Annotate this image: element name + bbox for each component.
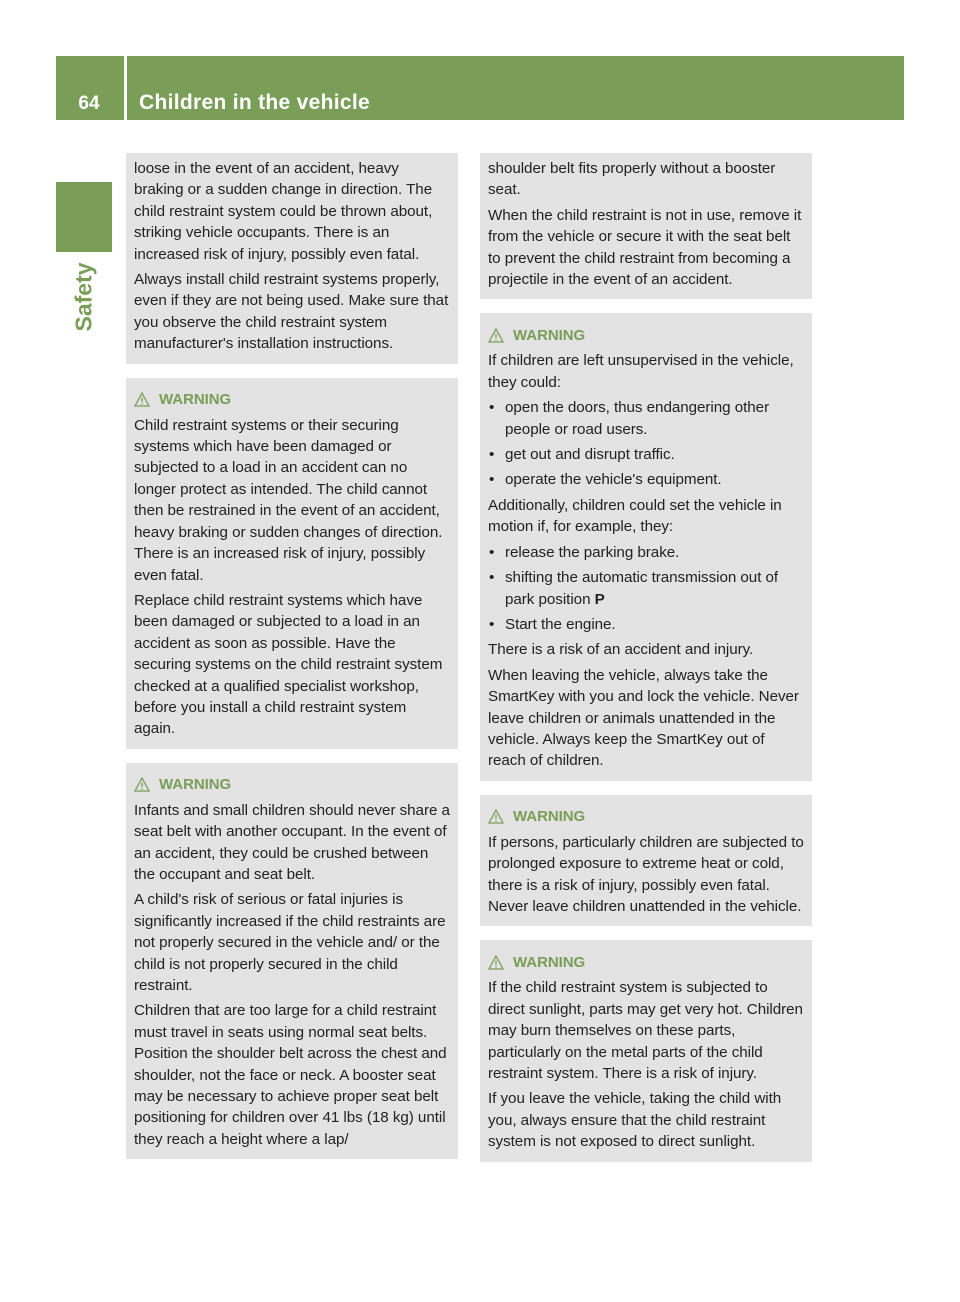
paragraph: shoulder belt fits properly without a booster seat. bbox=[488, 160, 776, 199]
paragraph: Additionally, children could set the vehicle in motion if, for example, they: bbox=[488, 496, 782, 536]
paragraph: Replace child restraint systems which have been damaged or subjected to a load in an accident as soon as possible. Have the securing systems on the child restraint system checked at a qualified specialist workshop, before you install a child restraint system again. bbox=[134, 591, 443, 738]
paragraph: If children are left unsupervised in the vehicle, they could: bbox=[488, 352, 794, 391]
warning-triangle-icon bbox=[488, 328, 504, 343]
list-item: • open the doors, thus endangering other people or road users. bbox=[488, 397, 805, 440]
paragraph: A child's risk of serious or fatal injuries is significantly increased if the child restraints are not properly secured in the vehicle and/ or the child is not properly secured in the child restraint. bbox=[134, 891, 446, 994]
side-tab-text: Safety bbox=[70, 262, 97, 332]
warning-box bbox=[480, 795, 812, 927]
paragraph: Children that are too large for a child restraint must travel in seats using normal seat belts. Position the shoulder belt across the chest and shoulder, not the face or neck. A booster seat may be necessary to achieve proper seat belt positioning for children over 41 lbs (18 kg) until they reach a height where a lap/ bbox=[134, 1002, 447, 1148]
continued-text-box bbox=[126, 153, 458, 364]
warning-label: WARNING bbox=[513, 953, 586, 971]
side-tab-label bbox=[56, 252, 112, 342]
page-number: 64 bbox=[78, 93, 100, 114]
right-column bbox=[480, 153, 812, 1176]
warning-box bbox=[126, 378, 458, 749]
paragraph: When leaving the vehicle, always take the SmartKey with you and lock the vehicle. Never leave children or animals unattended in the vehicle. Always keep the SmartKey out of reach of children. bbox=[488, 666, 799, 770]
list-item-text: shifting the automatic transmission out of park position bbox=[505, 569, 779, 608]
warning-triangle-icon bbox=[488, 809, 504, 824]
warning-box bbox=[480, 940, 812, 1161]
list-item: • operate the vehicle's equipment. bbox=[488, 469, 805, 490]
header-divider bbox=[124, 56, 127, 120]
warning-box bbox=[480, 313, 812, 780]
warning-heading bbox=[488, 804, 805, 830]
warning-triangle-icon bbox=[134, 392, 150, 407]
list-item: • release the parking brake. bbox=[488, 542, 805, 563]
warning-heading bbox=[488, 322, 805, 348]
paragraph: If the child restraint system is subjected to direct sunlight, parts may get very hot. Children may burn themselves on these parts, particularly on the metal parts of the child restraint system. There is a risk of injury. bbox=[488, 979, 803, 1082]
warning-heading bbox=[134, 772, 451, 798]
side-tab-block bbox=[56, 182, 112, 252]
continued-text-box bbox=[480, 153, 812, 299]
list-item: • Start the engine. bbox=[488, 614, 805, 635]
paragraph: Infants and small children should never share a seat belt with another occupant. In the event of an accident, they could be crushed between the occupant and seat belt. bbox=[134, 801, 450, 883]
list-item bbox=[488, 567, 805, 610]
list-item: • get out and disrupt traffic. bbox=[488, 444, 805, 465]
paragraph: When the child restraint is not in use, remove it from the vehicle or secure it with the seat belt to prevent the child restraint from becoming a projectile in the event of an accident. bbox=[488, 206, 802, 289]
warning-label: WARNING bbox=[513, 326, 586, 344]
park-position-label: P bbox=[594, 590, 605, 608]
paragraph: Always install child restraint systems properly, even if they are not being used. Make sure that you observe the child restraint system manufacturer's installation instructions. bbox=[134, 271, 449, 353]
bullet-list bbox=[488, 542, 805, 636]
paragraph: If you leave the vehicle, taking the child with you, always ensure that the child restraint system is not exposed to direct sunlight. bbox=[488, 1090, 782, 1151]
paragraph: There is a risk of an accident and injury. bbox=[488, 641, 754, 659]
left-column bbox=[126, 153, 458, 1173]
paragraph: Child restraint systems or their securing systems which have been damaged or subjected to a load in an accident can no longer protect as intended. The child cannot then be restrained in the event of an accident, heavy braking or sudden changes of direction. There is an increased risk of injury, possibly even fatal. bbox=[134, 416, 443, 584]
warning-label: WARNING bbox=[159, 390, 232, 408]
bullet-list bbox=[488, 397, 805, 491]
warning-label: WARNING bbox=[159, 776, 232, 794]
warning-heading bbox=[134, 387, 451, 413]
paragraph: If persons, particularly children are subjected to prolonged exposure to extreme heat or cold, there is a risk of injury, possibly even fatal. Never leave children unattended in the vehicle. bbox=[488, 833, 804, 915]
warning-triangle-icon bbox=[488, 955, 504, 970]
chapter-title: Children in the vehicle bbox=[139, 91, 370, 114]
paragraph: loose in the event of an accident, heavy braking or a sudden change in direction. The child restraint system could be thrown about, striking vehicle occupants. There is an increased risk of injury, possibly even fatal. bbox=[134, 160, 433, 263]
warning-label: WARNING bbox=[513, 808, 586, 826]
warning-box bbox=[126, 763, 458, 1160]
warning-triangle-icon bbox=[134, 777, 150, 792]
warning-heading bbox=[488, 949, 805, 975]
